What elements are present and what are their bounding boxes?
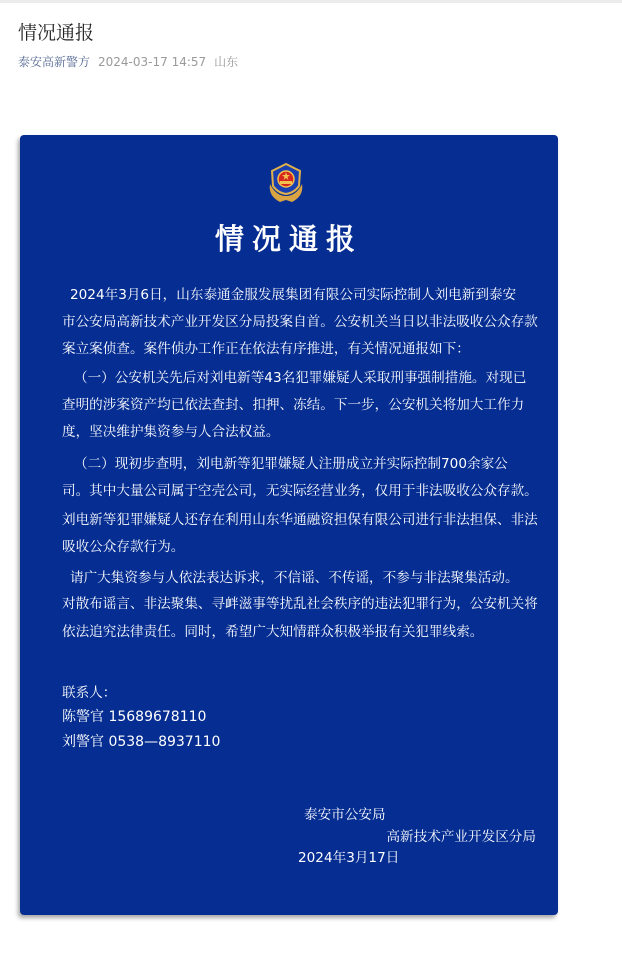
body-line: 对散布谣言、非法聚集、寻衅滋事等扰乱社会秩序的违法犯罪行为，公安机关将: [62, 596, 538, 612]
body-line: （一）公安机关先后对刘电新等43名犯罪嫌疑人采取刑事强制措施。对现已: [74, 370, 527, 386]
body-line: 吸收公众存款行为。: [62, 539, 185, 555]
body-line: 度，坚决维护集资参与人合法权益。: [62, 424, 280, 440]
location: 山东: [214, 55, 239, 69]
contact-liu: 刘警官 0538—8937110: [62, 734, 221, 750]
body-line: 2024年3月6日，山东泰通金服发展集团有限公司实际控制人刘电新到泰安: [70, 287, 517, 303]
publish-time: 2024-03-17 14:57: [98, 55, 207, 69]
signature-date: 2024年3月17日: [298, 850, 400, 866]
body-line: 刘电新等犯罪嫌疑人还存在利用山东华通融资担保有限公司进行非法担保、非法: [62, 512, 538, 528]
body-line: 案立案侦查。案件侦办工作正在依法有序推进，有关情况通报如下：: [62, 341, 470, 357]
signature-org: 泰安市公安局: [304, 807, 386, 823]
contact-chen: 陈警官 15689678110: [62, 709, 207, 725]
police-emblem-icon: [266, 162, 306, 204]
article-meta: [18, 53, 238, 70]
body-line: 司。其中大量公司属于空壳公司，无实际经营业务，仅用于非法吸收公众存款。: [62, 483, 538, 499]
body-line: 请广大集资参与人依法表达诉求，不信谣、不传谣，不参与非法聚集活动。: [70, 570, 519, 586]
body-line: 依法追究法律责任。同时，希望广大知情群众积极举报有关犯罪线索。: [62, 624, 484, 640]
signature-branch: 高新技术产业开发区分局: [386, 829, 536, 845]
contact-label: 联系人：: [62, 685, 117, 701]
notice-image: [20, 135, 558, 915]
source-account-link[interactable]: 泰安高新警方: [18, 55, 91, 69]
top-divider: [0, 0, 622, 3]
body-line: 市公安局高新技术产业开发区分局投案自首。公安机关当日以非法吸收公众存款: [62, 314, 538, 330]
article-title: 情况通报: [18, 22, 95, 44]
body-line: （二）现初步查明，刘电新等犯罪嫌疑人注册成立并实际控制700余家公: [74, 456, 508, 472]
notice-heading: 情况通报: [214, 222, 363, 256]
body-line: 查明的涉案资产均已依法查封、扣押、冻结。下一步，公安机关将加大工作力: [62, 397, 525, 413]
